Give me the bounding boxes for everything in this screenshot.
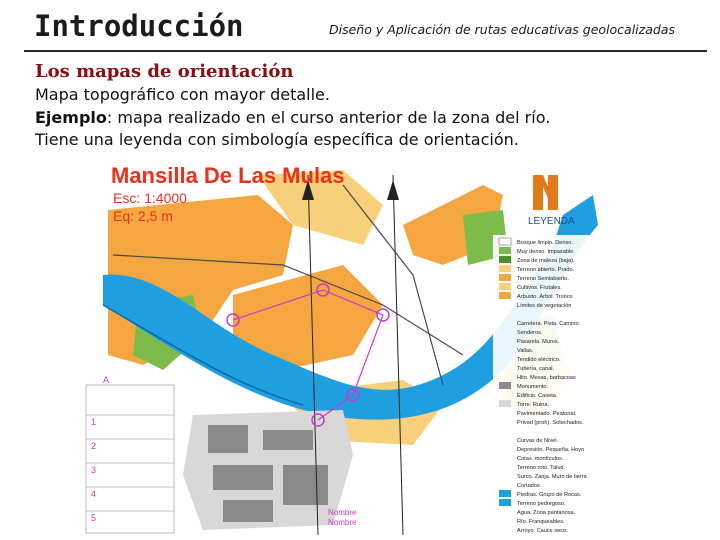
title-divider: [24, 50, 707, 52]
legend-item: Pasarela. Muros.: [517, 339, 560, 345]
legend-item: Terreno Semiabierto.: [517, 276, 569, 282]
control-number-5: 5: [91, 513, 97, 523]
legend-item: Terreno pedregoso.: [517, 501, 566, 507]
map-equidistance: Eq: 2,5 m: [113, 208, 173, 224]
body-line-2: [35, 108, 550, 127]
legend-item: Surco. Zanja. Muro de tierra: [517, 474, 587, 480]
legend-item: Edificio. Caseta.: [517, 393, 558, 399]
control-number-1: 1: [91, 417, 97, 427]
legend-item: Depresión. Pequeña. Hoyo: [517, 447, 585, 453]
legend-item: Terreno roto. Talud.: [517, 465, 566, 471]
legend-item: Pavimentado. Peatonal.: [517, 411, 577, 417]
legend-item: Límites de vegetación: [517, 303, 572, 309]
body-line-1: Mapa topográfico con mayor detalle.: [35, 85, 330, 104]
control-descriptions: [86, 385, 174, 533]
legend-item: Río. Franqueables.: [517, 519, 565, 525]
building: [208, 425, 248, 453]
legend-item: Cultivos. Frutales.: [517, 285, 562, 291]
legend-item: Carretera. Pista. Camino.: [517, 321, 581, 327]
legend-item: Vallas.: [517, 348, 534, 354]
start-label: A: [103, 375, 110, 385]
name-label-2: Nombre: [328, 518, 357, 527]
legend-item: Arroyo. Cauce seco.: [517, 528, 568, 534]
legend-item: Curvas de Nivel.: [517, 438, 559, 444]
legend-title: LEYENDA: [528, 216, 575, 227]
legend-item: Hito. Mesas, barbacoas: [517, 375, 576, 381]
map-scale: Esc: 1:4000: [113, 190, 187, 206]
building: [213, 465, 273, 490]
legend-item: Senderos.: [517, 330, 543, 336]
slide-subtitle: Diseño y Aplicación de rutas educativas geolocalizadas: [329, 22, 675, 37]
legend-item: Cotas, montículos.: [517, 456, 564, 462]
legend-item: Terreno abierto. Prado.: [517, 267, 575, 273]
body-line-3: Tiene una leyenda con simbología específica de orientación.: [35, 130, 519, 149]
legend-item: Privad (proh). Sotechados.: [517, 420, 584, 426]
legend-item: Monumento.: [517, 384, 549, 390]
control-number-2: 2: [91, 441, 97, 451]
building: [223, 500, 273, 522]
name-label-1: Nombre: [328, 508, 357, 517]
example-label: Ejemplo: [35, 108, 107, 127]
orienteering-map: [83, 155, 616, 535]
legend-item: Zona de maleza (baja).: [517, 258, 575, 264]
example-text: : mapa realizado en el curso anterior de la zona del río.: [106, 108, 551, 127]
legend-item: Piedras. Grupo de Rocas.: [517, 492, 582, 498]
control-number-4: 4: [91, 489, 97, 499]
building: [283, 465, 328, 505]
legend-item: Tubería, canal.: [517, 366, 555, 372]
slide-title: Introducción: [34, 9, 244, 43]
control-number-3: 3: [91, 465, 97, 475]
legend-item: Muy denso. Impasable.: [517, 249, 575, 255]
legend-item: Cortados.: [517, 483, 542, 489]
map-title: Mansilla De Las Mulas: [111, 163, 345, 188]
legend-item: Arbusto. Árbol. Tronco: [517, 294, 573, 300]
legend-item: Tendido eléctrico.: [517, 357, 561, 363]
legend-item: Agua. Zona pantanosa.: [517, 510, 576, 516]
legend-item: Torre. Ruina.: [517, 402, 550, 408]
building: [263, 430, 313, 450]
section-heading: Los mapas de orientación: [35, 61, 294, 82]
legend-item: Bosque limpio. Denso.: [517, 240, 573, 246]
